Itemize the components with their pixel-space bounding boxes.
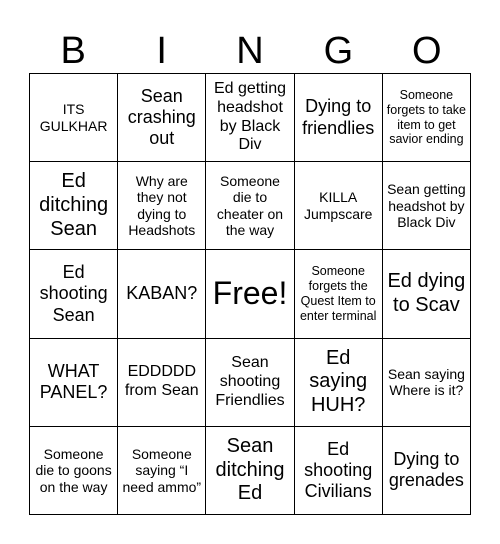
cell-text: Ed dying to Scav bbox=[387, 270, 466, 316]
cell-text: Sean crashing out bbox=[127, 85, 196, 149]
bingo-cell[interactable] bbox=[295, 162, 383, 250]
bingo-cell[interactable] bbox=[295, 250, 383, 338]
bingo-cell[interactable] bbox=[383, 250, 471, 338]
bingo-cell[interactable] bbox=[30, 74, 118, 162]
header-letter-n: N bbox=[236, 30, 264, 72]
bingo-cell[interactable] bbox=[118, 339, 206, 427]
bingo-cell[interactable] bbox=[118, 162, 206, 250]
cell-text: Someone forgets the Quest Item to enter terminal bbox=[299, 264, 377, 323]
cell-text: Ed shooting Sean bbox=[39, 262, 108, 325]
cell-text: Someone saying “I need ammo” bbox=[122, 445, 202, 495]
bingo-cell[interactable] bbox=[30, 427, 118, 515]
header-letter-b: B bbox=[60, 30, 86, 72]
bingo-cell[interactable] bbox=[383, 427, 471, 515]
bingo-cell[interactable] bbox=[383, 74, 471, 162]
cell-text: Why are they not dying to Headshots bbox=[128, 172, 196, 239]
header-letter-g: G bbox=[323, 30, 354, 72]
cell-text: Ed getting headshot by Black Div bbox=[213, 79, 287, 154]
cell-text: EDDDDD from Sean bbox=[124, 363, 199, 400]
bingo-cell[interactable] bbox=[206, 427, 294, 515]
bingo-cell[interactable] bbox=[118, 427, 206, 515]
bingo-cell[interactable] bbox=[383, 162, 471, 250]
bingo-cell[interactable] bbox=[383, 339, 471, 427]
cell-text: KILLA Jumpscare bbox=[303, 189, 373, 222]
bingo-header bbox=[29, 28, 471, 74]
bingo-cell[interactable] bbox=[30, 339, 118, 427]
bingo-cell free-cell[interactable] bbox=[206, 250, 294, 338]
bingo-cell[interactable] bbox=[206, 74, 294, 162]
header-letter-o: O bbox=[412, 30, 442, 72]
bingo-cell[interactable] bbox=[118, 74, 206, 162]
bingo-cell[interactable] bbox=[295, 74, 383, 162]
cell-text: Sean ditching Ed bbox=[215, 435, 285, 505]
bingo-grid bbox=[29, 73, 471, 515]
cell-text: Sean shooting Friendlies bbox=[215, 353, 285, 409]
bingo-cell[interactable] bbox=[295, 427, 383, 515]
cell-text: Someone forgets to take item to get savior ending bbox=[386, 88, 466, 147]
cell-text: Someone die to goons on the way bbox=[35, 445, 112, 495]
cell-text: Ed saying HUH? bbox=[309, 346, 368, 416]
cell-text: Sean getting headshot by Black Div bbox=[387, 181, 466, 231]
cell-text: Free! bbox=[212, 275, 288, 312]
cell-text: Ed shooting Civilians bbox=[304, 438, 373, 501]
cell-text: KABAN? bbox=[126, 283, 198, 304]
cell-text: WHAT PANEL? bbox=[39, 360, 108, 403]
cell-text: Sean saying Where is it? bbox=[387, 365, 465, 399]
bingo-cell[interactable] bbox=[206, 339, 294, 427]
bingo-cell[interactable] bbox=[30, 162, 118, 250]
bingo-cell[interactable] bbox=[206, 162, 294, 250]
bingo-cell[interactable] bbox=[295, 339, 383, 427]
bingo-cell[interactable] bbox=[30, 250, 118, 338]
header-letter-i: I bbox=[156, 30, 167, 72]
cell-text: Ed ditching Sean bbox=[39, 170, 109, 240]
cell-text: Dying to friendlies bbox=[302, 96, 375, 138]
bingo-cell[interactable] bbox=[118, 250, 206, 338]
cell-text: Dying to grenades bbox=[388, 449, 464, 491]
cell-text: Someone die to cheater on the way bbox=[216, 172, 284, 239]
cell-text: ITS GULKHAR bbox=[39, 101, 108, 134]
